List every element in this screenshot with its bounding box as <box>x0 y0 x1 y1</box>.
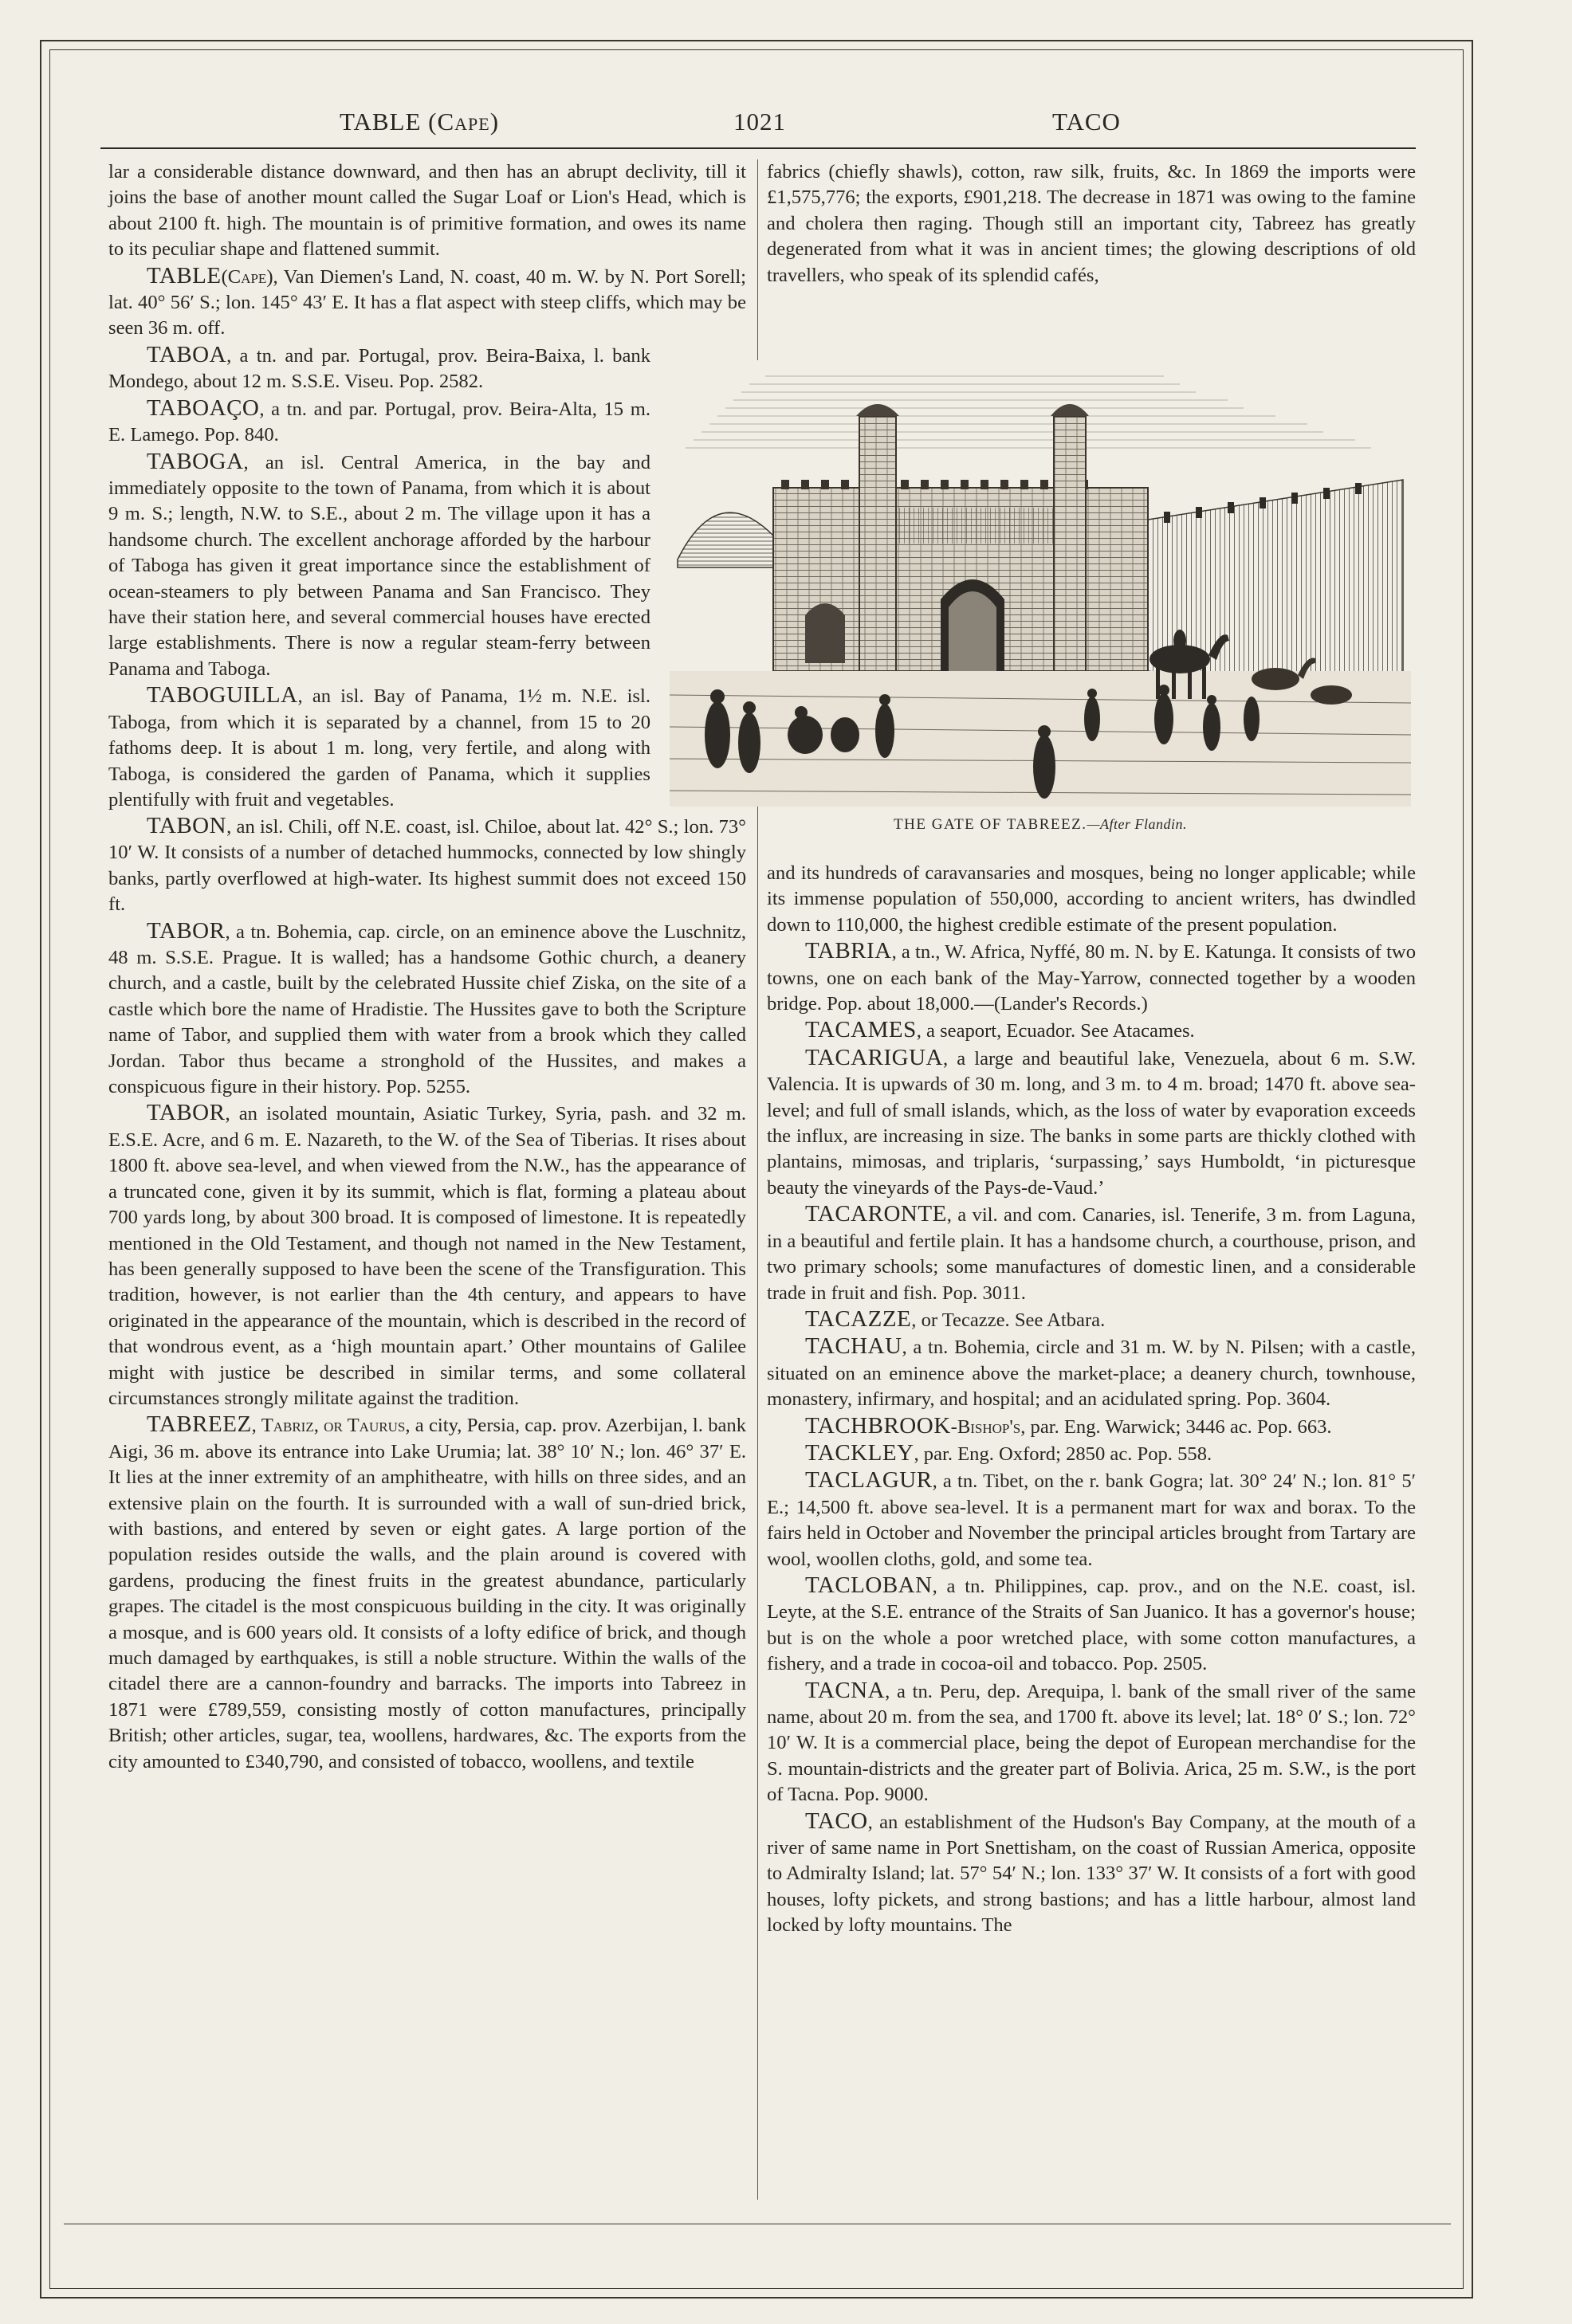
entry-paragraph <box>767 1678 1416 1808</box>
entry-text: , par. Eng. Warwick; 3446 ac. Pop. 663. <box>1020 1415 1332 1438</box>
entry-paragraph <box>108 1100 746 1411</box>
entry-paragraph <box>108 263 746 342</box>
entry-headword: TACLOBAN <box>805 1572 933 1598</box>
entry-text: , an isl. Bay of Panama, 1½ m. N.E. isl. Taboga, from which it is separated by a channel, from 15 to 20 fathoms deep. It is about 1 m. long, very fertile, and along with Taboga, is considered the garden of Panama, which it supplies plentifully with fruit and vegetables. <box>108 685 650 811</box>
entry-text: , a tn. Philippines, cap. prov., and on the N.E. coast, isl. Leyte, at the S.E. entrance of the Straits of San Juanico. It has a governor's house; but is on the whole a poor wretched place, with some cotton manufactures, a fishery, and a trade in cocoa-oil and tobacco. Pop. 2505. <box>767 1575 1416 1675</box>
entry-headword: TACNA <box>805 1677 886 1703</box>
header-left-main: TABLE <box>340 108 422 135</box>
entry-paragraph <box>108 1411 746 1775</box>
header-left <box>340 108 499 136</box>
entry-paragraph <box>767 1201 1416 1306</box>
entry-headword: TACKLEY <box>805 1439 914 1466</box>
entry-text: , an isl. Central America, in the bay and immediately opposite to the town of Panama, from which it is about 9 m. S.; length, N.W. to S.E., about 2 m. The village upon it has a handsome church. The excellent anchorage afforded by the harbour of Taboga has given it great importance since the establishment of ocean-steamers to ply between Panama and San Francisco. They have their station here, and several commercial houses have erected large establishments. There is now a regular steam-ferry between Panama and Taboga. <box>108 451 650 680</box>
entry-headword: TABOGUILLA <box>147 682 298 709</box>
entry-headword: TACHAU <box>805 1333 902 1360</box>
header-rule <box>100 147 1416 149</box>
entry-text: , a tn. Bohemia, cap. circle, on an eminence above the Luschnitz, 48 m. S.S.E. Prague. It is walled; has a handsome Gothic church, a deanery church, and a castle, built by the celebrated Hussite chief Ziska, on the site of a castle which bore the name of Hradistie. The Hussites gave to both the Scripture name of Tabor, and supplied them with water from a brook which they called Jordan. Tabor thus became a stronghold of the Hussites, and makes a conspicuous figure in their history. Pop. 5255. <box>108 921 746 1098</box>
left-column-wrap <box>108 342 650 813</box>
entry-text: , a seaport, Ecuador. See Atacames. <box>916 1020 1195 1042</box>
entry-text: , par. Eng. Oxford; 2850 ac. Pop. 558. <box>914 1443 1212 1465</box>
entry-headword-variant: -Bishop's <box>950 1415 1021 1438</box>
entry-paragraph <box>108 449 650 683</box>
entry-headword: TACO <box>805 1808 868 1834</box>
entry-headword-variant: (Cape) <box>221 265 273 288</box>
entry-headword: TACHBROOK <box>805 1412 951 1439</box>
entry-headword: TABRIA <box>805 938 892 964</box>
header-right: TACO <box>1052 108 1121 135</box>
entry-paragraph <box>108 159 746 263</box>
entry-text: fabrics (chiefly shawls), cotton, raw silk, fruits, &c. In 1869 the imports were £1,575,776; the exports, £901,218. The decrease in 1871 was owing to the famine and cholera then raging. Though still an important city, Tabreez has greatly degenerated from what it was in ancient times; the glowing descriptions of old travellers, who speak of its splendid cafés, <box>767 161 1416 286</box>
entry-headword: TABOA <box>147 342 227 367</box>
entry-text: lar a considerable distance downward, and then has an abrupt declivity, till it joins the base of another mount called the Sugar Loaf or Lion's Head, which is about 2100 ft. high. The mountain is of primitive formation, and owes its name to its peculiar shape and flattened summit. <box>108 161 746 261</box>
entry-headword: TABON <box>147 813 227 838</box>
entry-paragraph <box>108 395 650 449</box>
entry-paragraph <box>767 861 1416 938</box>
left-column-bottom <box>108 813 746 1775</box>
entry-paragraph <box>767 1440 1416 1467</box>
entry-headword: TABLE <box>147 262 222 289</box>
entry-paragraph <box>108 682 650 813</box>
entry-text: , an isl. Chili, off N.E. coast, isl. Chiloe, about lat. 42° S.; lon. 73° 10′ W. It consists of a number of detached hummocks, connected by low shingly banks, partly overflowed at high-water. Its highest summit does not exceed 150 ft. <box>108 816 746 916</box>
entry-headword: TACAZZE <box>805 1305 912 1332</box>
entry-text: , a tn. Tibet, on the r. bank Gogra; lat. 30° 24′ N.; lon. 81° 5′ E.; 14,500 ft. above sea-level. It is a permanent mart for wax and borax. To the fairs held in October and November the principal articles brought from Tartary are wool, woollen cloths, gold, and some tea. <box>767 1470 1416 1570</box>
gate-of-tabreez-engraving <box>670 360 1411 807</box>
right-column-bottom <box>767 861 1416 1939</box>
caption-credit: —After Flandin. <box>1087 816 1187 832</box>
entry-text: , a tn. Peru, dep. Arequipa, l. bank of the small river of the same name, about 20 m. from the sea, and 1700 ft. above its level; lat. 18° 0′ S.; lon. 72° 10′ W. It is a commercial place, being the depot of European merchandise for the S. mountain-districts and the greater part of Bolivia. Arica, 25 m. S.W., is the port of Tacna. Pop. 9000. <box>767 1680 1416 1806</box>
left-column-top <box>108 159 746 342</box>
entry-paragraph <box>767 1467 1416 1572</box>
entry-paragraph <box>767 1333 1416 1412</box>
entry-paragraph <box>108 918 746 1101</box>
entry-headword: TABOGA <box>147 448 244 474</box>
entry-paragraph <box>767 159 1416 289</box>
entry-text: , an establishment of the Hudson's Bay Company, at the mouth of a river of same name in Port Snettisham, on the coast of Russian America, opposite to Admiralty Island; lat. 57° 54′ N.; lon. 133° 37′ W. It consists of a fort with good houses, lofty pickets, and strong bastions; and has a little harbour, almost land locked by lofty mountains. The <box>767 1811 1416 1937</box>
entry-headword: TABOR <box>147 917 226 944</box>
entry-paragraph <box>108 813 746 918</box>
entry-headword: TACARIGUA <box>805 1044 943 1070</box>
entry-headword: TABREEZ <box>147 1411 252 1438</box>
entry-text: , Van Diemen's Land, N. coast, 40 m. W. by N. Port Sorell; lat. 40° 56′ S.; lon. 145° 43′ E. It has a flat aspect with steep cliffs, which may be seen 36 m. off. <box>108 265 746 340</box>
entry-headword: TABOAÇO <box>147 395 260 421</box>
caption-main: THE GATE OF TABREEZ. <box>894 816 1087 833</box>
entry-paragraph <box>767 1413 1416 1440</box>
figure-caption <box>670 816 1411 834</box>
entry-text: , a city, Persia, cap. prov. Azerbijan, l. bank Aigi, 36 m. above its entrance into Lake Urumia; lat. 38° 10′ N.; lon. 46° 37′ E. It lies at the inner extremity of an amphitheatre, with hills on three sides, and an extensive plain on the fourth. It is surrounded with a wall of sun-dried brick, with bastions, and entered by seven or eight gates. A large portion of the population resides outside the walls, and the plain around is covered with gardens, producing the finest fruits in the greatest abundance, particularly grapes. The citadel is the most conspicuous building in the city. It was originally a mosque, and is 600 years old. It consists of a lofty edifice of brick, and though much damaged by earthquakes, is still a noble structure. Within the walls of the citadel there are a cannon-foundry and barracks. The imports into Tabreez in 1871 were £789,559, consisting mostly of cotton manufactures, principally British; other articles, sugar, tea, woollens, hardwares, &c. The exports from the city amounted to £340,790, and consisted of tobacco, woollens, and textile <box>108 1415 746 1772</box>
entry-paragraph <box>108 342 650 395</box>
running-header <box>72 108 1443 147</box>
entry-paragraph <box>767 1306 1416 1333</box>
entry-paragraph <box>767 1572 1416 1678</box>
entry-paragraph <box>767 1017 1416 1044</box>
entry-text: , a tn. and par. Portugal, prov. Beira-Alta, 15 m. E. Lamego. Pop. 840. <box>108 398 650 446</box>
entry-headword: TABOR <box>147 1100 226 1126</box>
entry-headword: TACLAGUR <box>805 1467 933 1494</box>
entry-text: , a large and beautiful lake, Venezuela, about 6 m. S.W. Valencia. It is upwards of 30 m. long, and 3 m. to 4 m. broad; 1470 ft. above sea-level; and full of small islands, which, as the loss of water by evaporation exceeds the influx, are increasing in size. The banks in some parts are thickly clothed with plantains, mimosas, and triplaris, ‘surpassing,’ says Humboldt, ‘in picturesque beauty the vineyards of the Pays-de-Vaud.’ <box>767 1047 1416 1199</box>
entry-paragraph <box>767 1045 1416 1201</box>
entry-headword-variant: , Tabriz, or Taurus <box>251 1415 406 1437</box>
right-column-top <box>767 159 1416 289</box>
entry-headword: TACAMES <box>805 1017 917 1043</box>
entry-paragraph <box>767 938 1416 1017</box>
entry-text: , a tn. Bohemia, circle and 31 m. W. by N. Pilsen; with a castle, situated on an eminence above the market-place; a deanery church, townhouse, monastery, infirmary, and hospital; and an acidulated spring. Pop. 3604. <box>767 1337 1416 1411</box>
entry-text: and its hundreds of caravansaries and mosques, being no longer applicable; while its immense population of 550,000, according to ancient writers, has dwindled down to 110,000, the highest credible estimate of the present population. <box>767 862 1416 936</box>
entry-text: , a tn. and par. Portugal, prov. Beira-Baixa, l. bank Mondego, about 12 m. S.S.E. Viseu. Pop. 2582. <box>108 345 650 393</box>
entry-text: , a tn., W. Africa, Nyffé, 80 m. N. by E. Katunga. It consists of two towns, one on each bank of the May-Yarrow, connected together by a wooden bridge. Pop. about 18,000.—(Lander's Records.) <box>767 941 1416 1015</box>
entry-headword: TACARONTE <box>805 1201 947 1227</box>
entry-text: , or Tecazze. See Atbara. <box>911 1309 1106 1331</box>
entry-paragraph <box>767 1808 1416 1939</box>
page-number: 1021 <box>733 108 786 135</box>
entry-text: , an isolated mountain, Asiatic Turkey, Syria, pash. and 32 m. E.S.E. Acre, and 6 m. E. Nazareth, to the W. of the Sea of Tiberias. It rises about 1800 ft. above sea-level, and when viewed from the N.W., has the appearance of a truncated cone, given it by its summit, which is flat, forming a plateau about 700 yards long, by about 300 broad. It is composed of limestone. It is repeatedly mentioned in the Old Testament, and though not named in the New Testament, has been generally supposed to have been the scene of the Transfiguration. This tradition, however, is not earlier than the 4th century, and appears to have originated in the appearance of the mountain, which is described in the record of that wondrous event, as a ‘high mountain apart.’ Other mountains of Galilee might with justice be described in similar terms, and some collateral circumstances strongly militate against the tradition. <box>108 1103 746 1409</box>
header-left-sc: (Cape) <box>428 108 500 135</box>
entry-text: , a vil. and com. Canaries, isl. Tenerife, 3 m. from Laguna, in a beautiful and fertile plain. It has a handsome church, a courthouse, prison, and two primary schools; some manufactures of domestic linen, and a considerable trade in fruit and fish. Pop. 3011. <box>767 1204 1416 1304</box>
